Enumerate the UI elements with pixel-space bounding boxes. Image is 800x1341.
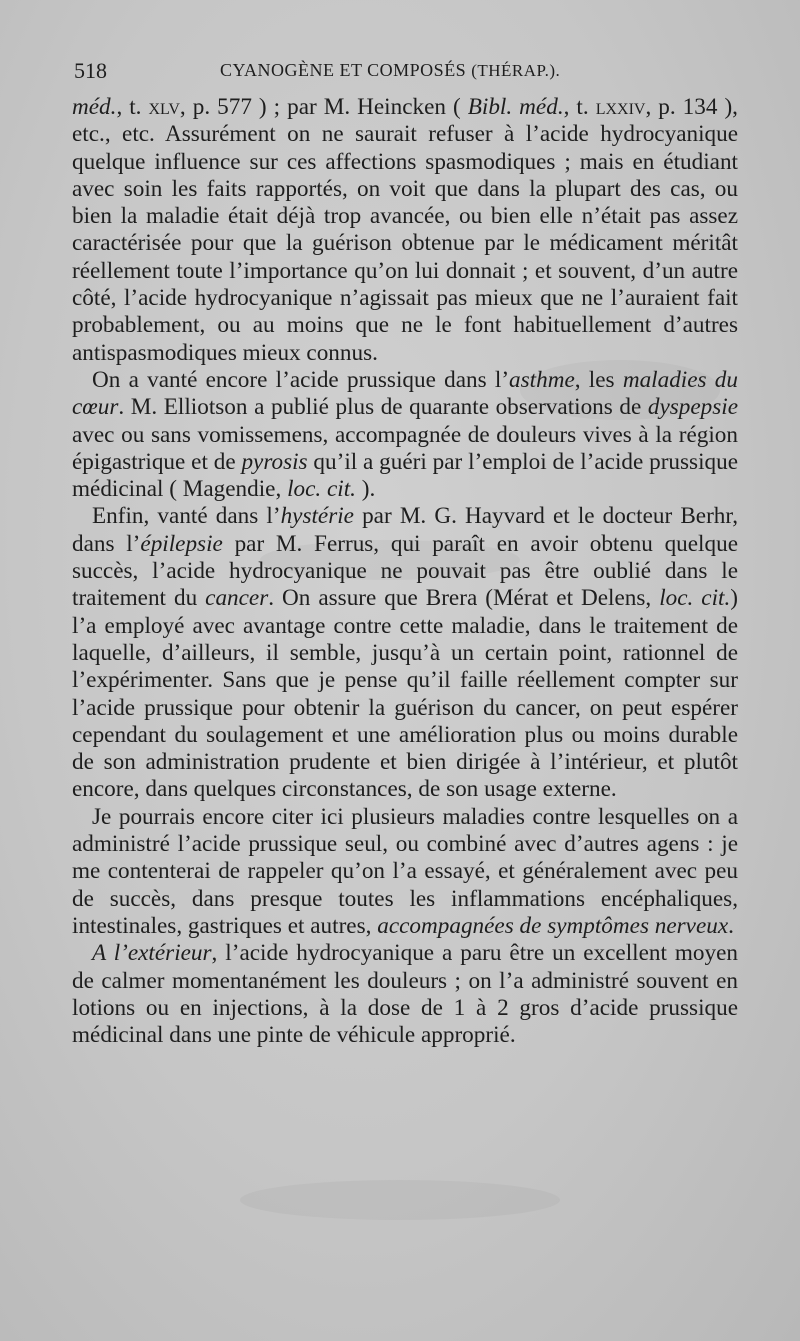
text-run: par M. G. Hayvard et le docteur Berhr, dans l’ [72, 503, 738, 557]
running-title-main: CYANOGÈNE ET COMPOSÉS [220, 60, 467, 80]
italic-text: épilepsie [140, 530, 223, 557]
page-number: 518 [74, 58, 107, 83]
text-run: ). [355, 476, 376, 503]
paragraph [72, 94, 738, 367]
italic-text: pyrosis [241, 448, 308, 475]
text-run: par M. Ferrus, qui paraît en avoir obtenu quelque succès, l’acide hydrocyanique ne pouvait pas être oublié dans le traitement du [72, 530, 738, 612]
body-text [72, 94, 738, 1049]
text-run: On a vanté encore l’acide prussique dans l’ [92, 366, 510, 393]
italic-text: cancer [205, 585, 269, 612]
italic-text: loc. cit. [287, 476, 356, 503]
text-run: . On assure que Brera (Mérat et Delens, [268, 585, 660, 612]
italic-text: méd. [72, 94, 117, 120]
text-run: Enfin, vanté dans l’ [92, 503, 281, 530]
small-caps-text: lxxiv [595, 94, 646, 120]
text-run: , p. 577 ) ; par M. Heincken ( [179, 94, 468, 120]
small-caps-text: xlv [148, 94, 180, 120]
text-run: ) l’a employé avec avantage contre cette maladie, dans le traitement de laquelle, d’ailleurs, il semble, jusqu’à un certain point, rationnel de l’expérimenter. Sans que je pense qu’il faille réellement compter sur l’acide prussique pour obtenir la guérison du cancer, on peut espérer cependant du soulagement et une amélioration plus ou moins durable de son administration prudente et bien dirigée à l’intérieur, et plutôt encore, dans quelques circonstances, de son usage externe. [72, 585, 739, 803]
running-title [220, 60, 560, 81]
italic-text: hystérie [280, 503, 354, 530]
paragraph [72, 367, 738, 503]
text-run: , p. 134 ), etc., etc. Assurément on ne saurait refuser à l’acide hydrocyanique quelque influence sur ces affections spasmodiques ; mais en étudiant avec soin les faits rapportés, on voit que dans la plupart des cas, ou bien la maladie était déjà trop avancée, ou bien elle n’était pas assez caractérisée pour que la guérison obtenue par le médicament méritât réellement toute l’importance qu’on lui donnait ; et souvent, d’un autre côté, l’acide hydrocyanique n’agissait pas mieux que ne l’auraient fait probablement, ou au moins que ne le font habituellement d’autres antispasmodiques mieux connus. [72, 94, 738, 366]
text-run: qu’il a guéri par l’emploi de l’acide prussique médicinal ( Magendie, [72, 448, 738, 503]
text-run: avec ou sans vomissemens, accompagnée de douleurs vives à la région épigastrique et de [72, 421, 738, 475]
italic-text: dyspepsie [647, 394, 738, 421]
text-run: , les [574, 366, 623, 393]
running-title-subtitle: (THÉRAP.). [471, 61, 561, 80]
text-run: , t. [116, 94, 149, 120]
italic-text: Bibl. méd. [467, 94, 564, 120]
text-run: , l’acide hydrocyanique a paru être un excellent moyen de calmer momentanément les douleurs ; on l’a administré souvent en lotions ou en injections, à la dose de 1 à 2 gros d’acide prussique médicinal dans une pinte de véhicule approprié. [72, 940, 738, 1049]
paragraph [72, 804, 738, 940]
italic-text: asthme [509, 366, 575, 393]
text-run: Je pourrais encore citer ici plusieurs maladies contre lesquelles on a administré l’acide prussique seul, ou combiné avec d’autres agens : je me contenterai de rappeler qu’on l’a essayé, et généralement avec peu de succès, dans presque toutes les inflammations encéphaliques, intestinales, gastriques et autres, [72, 803, 738, 939]
paragraph [72, 503, 738, 803]
italic-text: maladies du cœur [72, 366, 738, 421]
text-run: . M. Elliotson a publié plus de quarante observations de [118, 394, 648, 421]
text-run: , t. [563, 94, 596, 120]
running-header [74, 58, 738, 88]
paragraph [72, 940, 738, 1049]
italic-text: accompagnées de symptômes nerveux [377, 912, 729, 939]
italic-text: loc. cit. [659, 585, 731, 612]
text-run: . [728, 912, 734, 939]
italic-text: A l’extérieur [92, 940, 212, 967]
